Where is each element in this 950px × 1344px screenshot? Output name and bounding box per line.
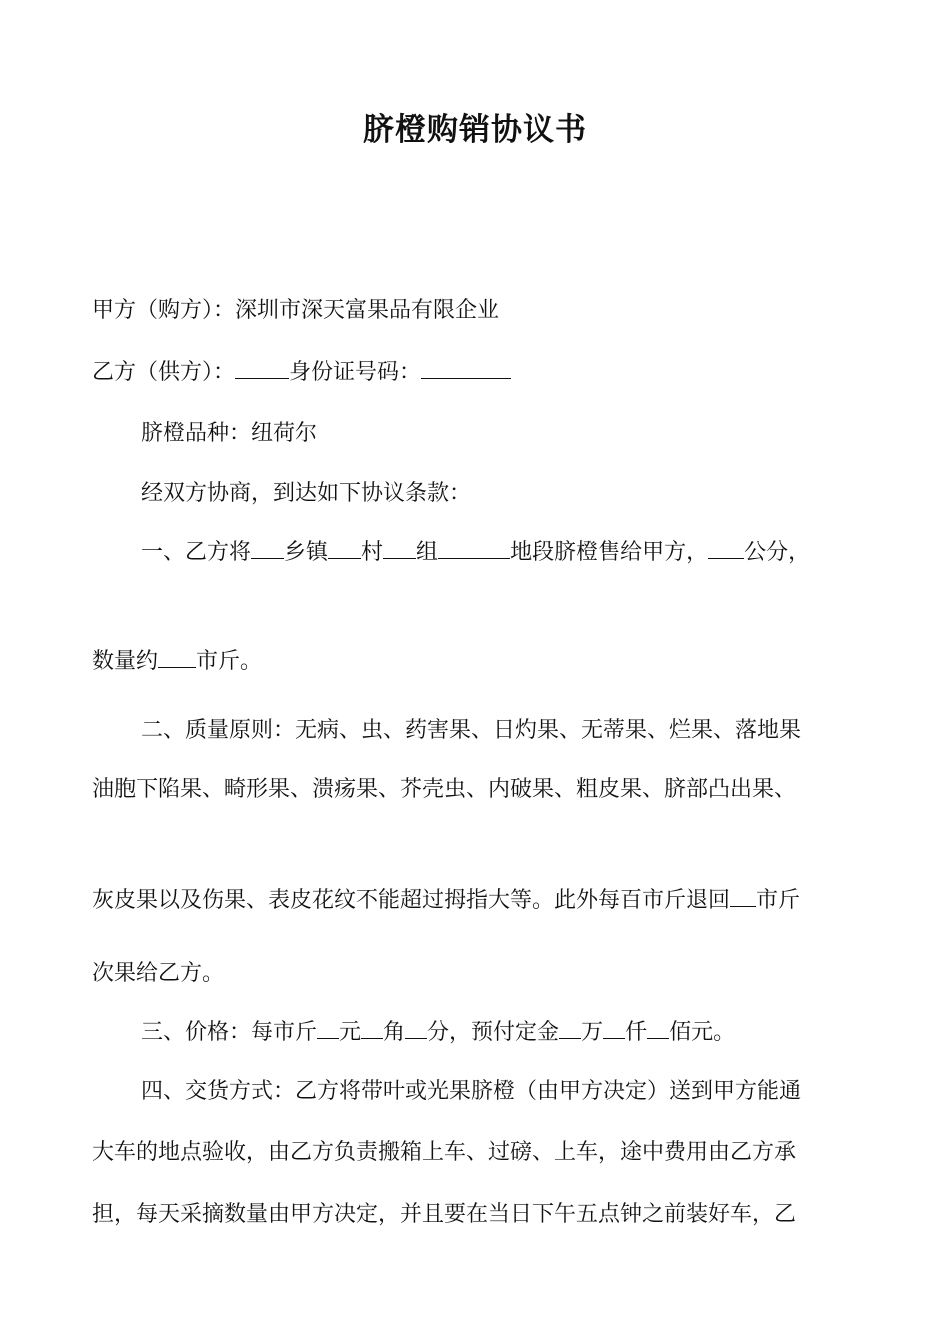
document-title: 脐橙购销协议书 <box>363 112 587 148</box>
township-blank <box>251 536 284 559</box>
clause-3-text: 万 <box>581 1020 604 1045</box>
deposit-qian-blank <box>603 1016 625 1039</box>
price-yuan-blank <box>317 1016 339 1039</box>
village-blank <box>328 536 361 559</box>
variety-line: 脐橙品种：纽荷尔 <box>141 421 318 446</box>
party-a-line: 甲方（购方）：深圳市深天富果品有限企业 <box>92 298 500 323</box>
return-quantity-blank <box>730 884 756 907</box>
clause-4-line-2: 大车的地点验收，由乙方负责搬箱上车、过磅、上车，途中费用由乙方承 <box>92 1140 797 1165</box>
clause-3-text: 仟 <box>625 1020 648 1045</box>
clause-3-text: 角 <box>383 1020 406 1045</box>
clause-3-text: 佰元。 <box>669 1020 736 1045</box>
clause-1-line-2 <box>92 645 262 677</box>
clause-2-text: 市斤 <box>756 888 801 913</box>
clause-4-line-3: 担，每天采摘数量由甲方决定，并且要在当日下午五点钟之前装好车，乙 <box>92 1202 797 1227</box>
clause-4-line-1: 四、交货方式：乙方将带叶或光果脐橙（由甲方决定）送到甲方能通 <box>141 1079 802 1104</box>
party-b-name-blank <box>235 356 289 379</box>
clause-2-line-3 <box>92 884 800 916</box>
clause-2-text: 灰皮果以及伤果、表皮花纹不能超过拇指大等。此外每百市斤退回 <box>92 888 731 913</box>
clause-3-text: 三、价格：每市斤 <box>141 1020 318 1045</box>
id-number-label: 身份证号码： <box>289 360 422 385</box>
clause-1-line-1 <box>141 536 810 568</box>
quantity-unit: 市斤。 <box>196 649 263 674</box>
clause-2-line-4: 次果给乙方。 <box>92 961 225 986</box>
id-number-blank <box>421 356 511 379</box>
party-b-label: 乙方（供方）： <box>92 360 236 385</box>
clause-2-line-1: 二、质量原则：无病、虫、药害果、日灼果、无蒂果、烂果、落地果 <box>141 718 802 743</box>
clause-1-text: 公分， <box>744 540 811 565</box>
clause-1-text: 组 <box>416 540 439 565</box>
clause-3-text: 分，预付定金 <box>427 1020 560 1045</box>
quantity-blank <box>158 645 196 668</box>
deposit-wan-blank <box>559 1016 581 1039</box>
clause-1-text: 村 <box>361 540 384 565</box>
clause-1-text: 一、乙方将 <box>141 540 252 565</box>
plot-blank <box>438 536 510 559</box>
clause-3-line <box>141 1016 735 1048</box>
clause-3-text: 元 <box>339 1020 362 1045</box>
party-b-line <box>92 356 511 388</box>
price-jiao-blank <box>361 1016 383 1039</box>
deposit-bai-blank <box>647 1016 669 1039</box>
clause-1-text: 乡镇 <box>284 540 329 565</box>
quantity-label: 数量约 <box>92 649 159 674</box>
clause-2-line-2: 油胞下陷果、畸形果、溃疡果、芥壳虫、内破果、粗皮果、脐部凸出果、 <box>92 777 797 802</box>
size-blank <box>708 536 744 559</box>
group-blank <box>383 536 416 559</box>
intro-line: 经双方协商，到达如下协议条款： <box>141 481 472 506</box>
clause-1-text: 地段脐橙售给甲方， <box>510 540 709 565</box>
price-fen-blank <box>405 1016 427 1039</box>
